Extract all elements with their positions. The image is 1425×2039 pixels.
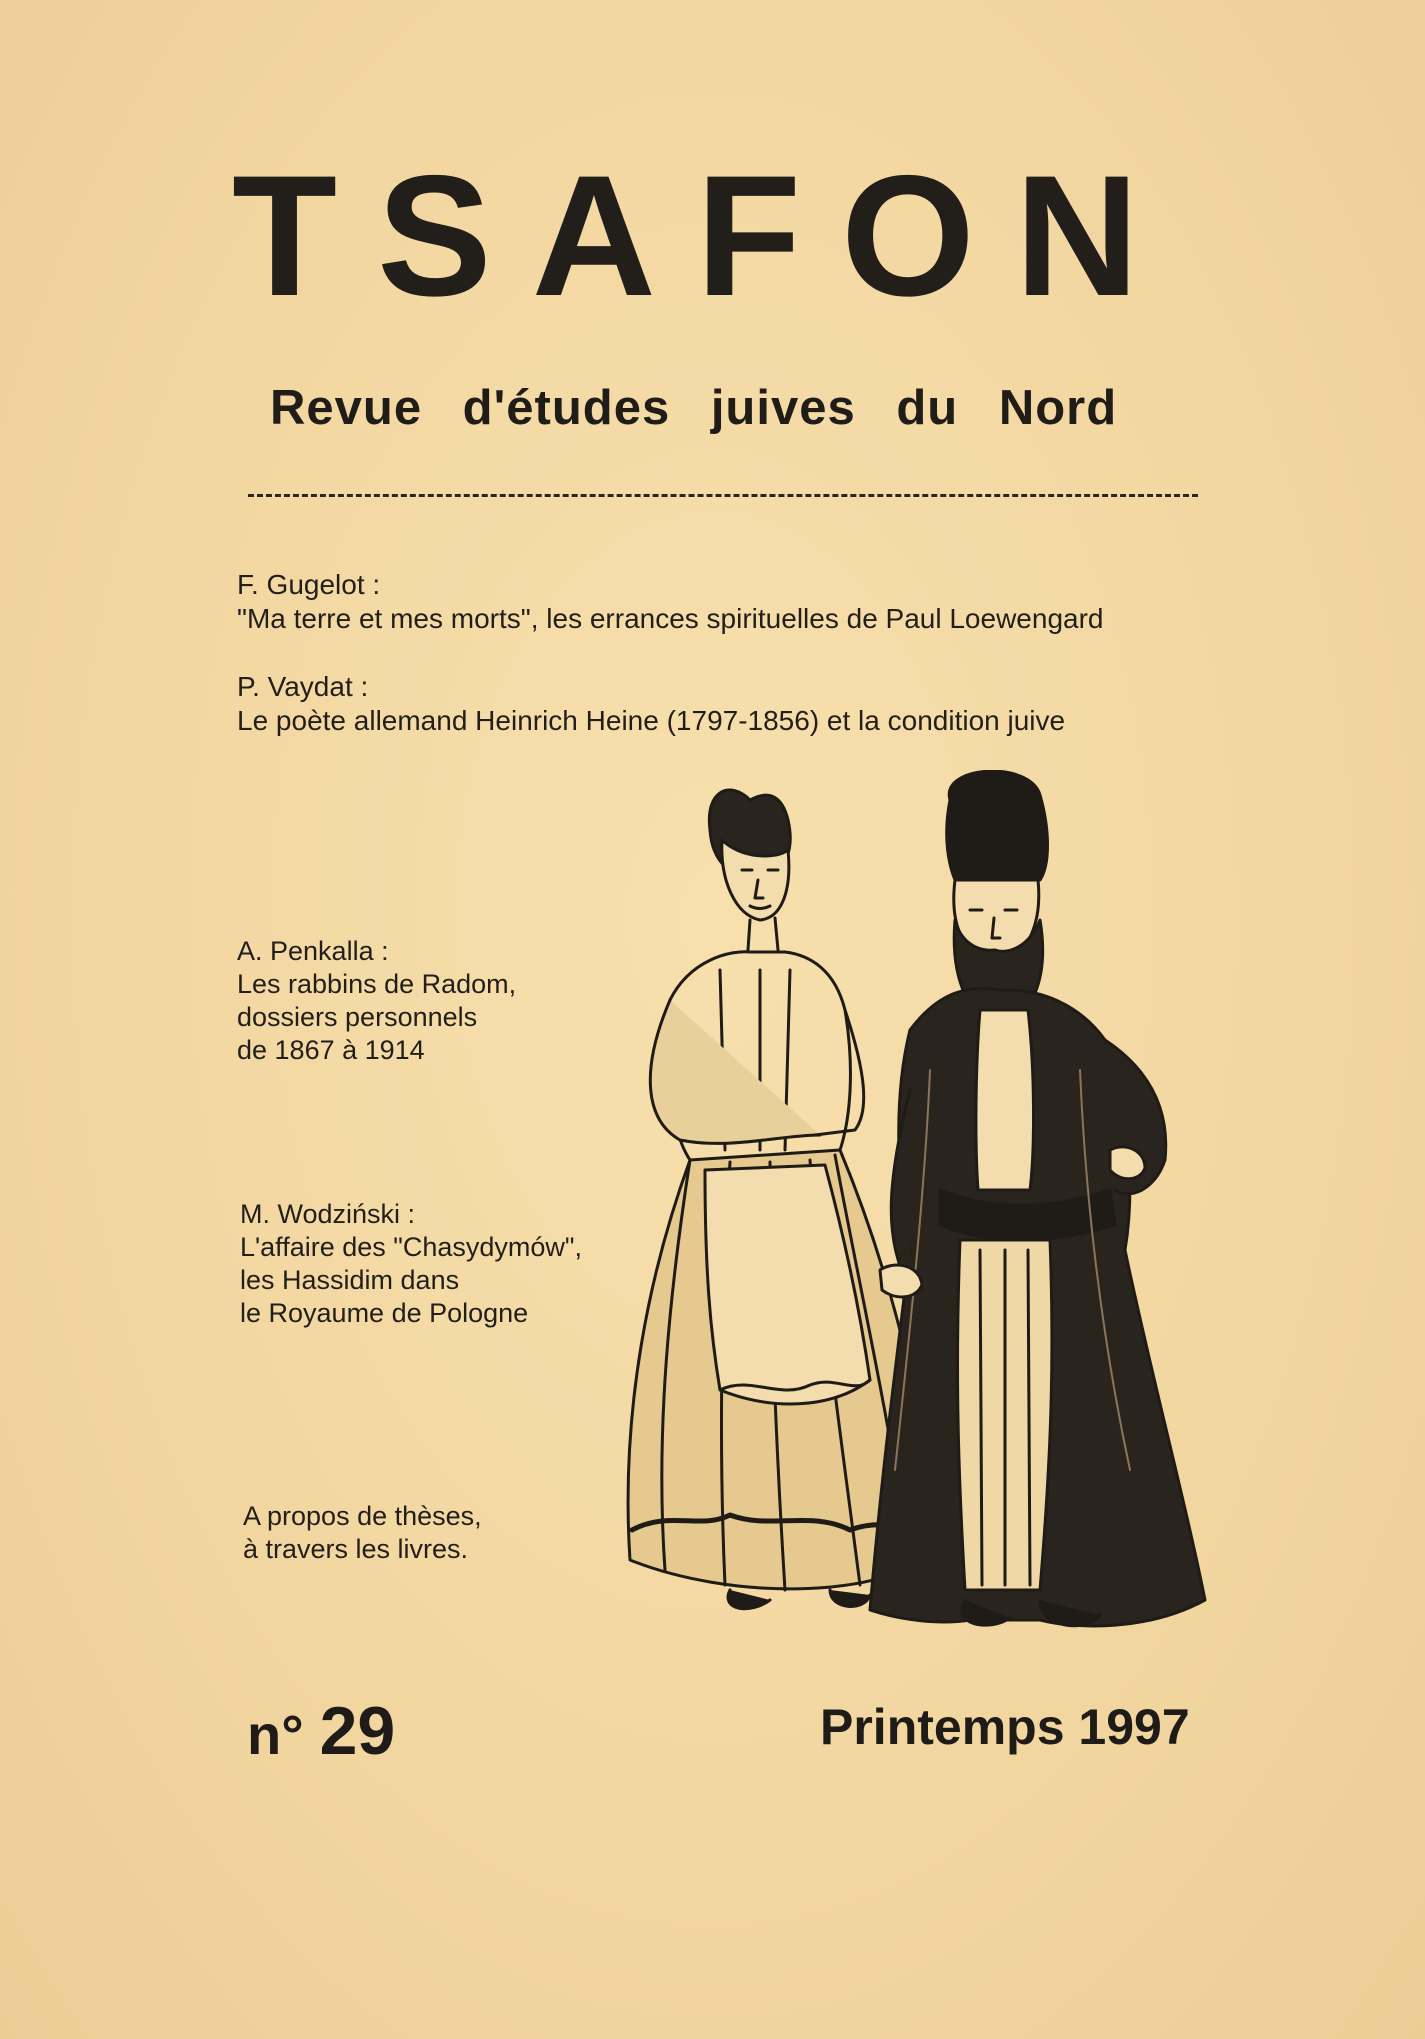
article-title-line: dossiers personnels bbox=[237, 1002, 478, 1032]
extras-section bbox=[243, 1500, 482, 1566]
article-title: "Ma terre et mes morts", les errances spirituelles de Paul Loewengard bbox=[237, 603, 1104, 634]
article-title-line: le Royaume de Pologne bbox=[240, 1298, 529, 1328]
extras-line: A propos de thèses, bbox=[243, 1501, 482, 1531]
issue-number bbox=[247, 1692, 395, 1770]
hasidic-couple-illustration bbox=[610, 770, 1270, 1650]
article-author: M. Wodziński : bbox=[240, 1199, 416, 1229]
issue-season: Printemps 1997 bbox=[820, 1699, 1190, 1755]
article-title-line: de 1867 à 1914 bbox=[237, 1035, 425, 1065]
journal-subtitle: Revue d'études juives du Nord bbox=[270, 381, 1118, 435]
issue-prefix: n° bbox=[247, 1703, 304, 1766]
article-vaydat bbox=[237, 670, 1065, 738]
article-author: A. Penkalla : bbox=[237, 936, 389, 966]
article-wodzinski bbox=[240, 1198, 582, 1330]
journal-title: TSAFON bbox=[232, 140, 1180, 332]
article-author: F. Gugelot : bbox=[237, 569, 381, 600]
article-title-line: Les rabbins de Radom, bbox=[237, 969, 517, 999]
article-gugelot bbox=[237, 568, 1103, 636]
article-title: Le poète allemand Heinrich Heine (1797-1856) et la condition juive bbox=[237, 705, 1066, 736]
article-author: P. Vaydat : bbox=[237, 671, 369, 702]
article-penkalla bbox=[237, 935, 516, 1067]
dashed-divider bbox=[248, 494, 1198, 497]
extras-line: à travers les livres. bbox=[243, 1534, 469, 1564]
article-title-line: les Hassidim dans bbox=[240, 1265, 460, 1295]
article-title-line: L'affaire des "Chasydymów", bbox=[240, 1232, 582, 1262]
man-figure bbox=[870, 771, 1205, 1626]
issue-num: 29 bbox=[319, 1693, 396, 1769]
